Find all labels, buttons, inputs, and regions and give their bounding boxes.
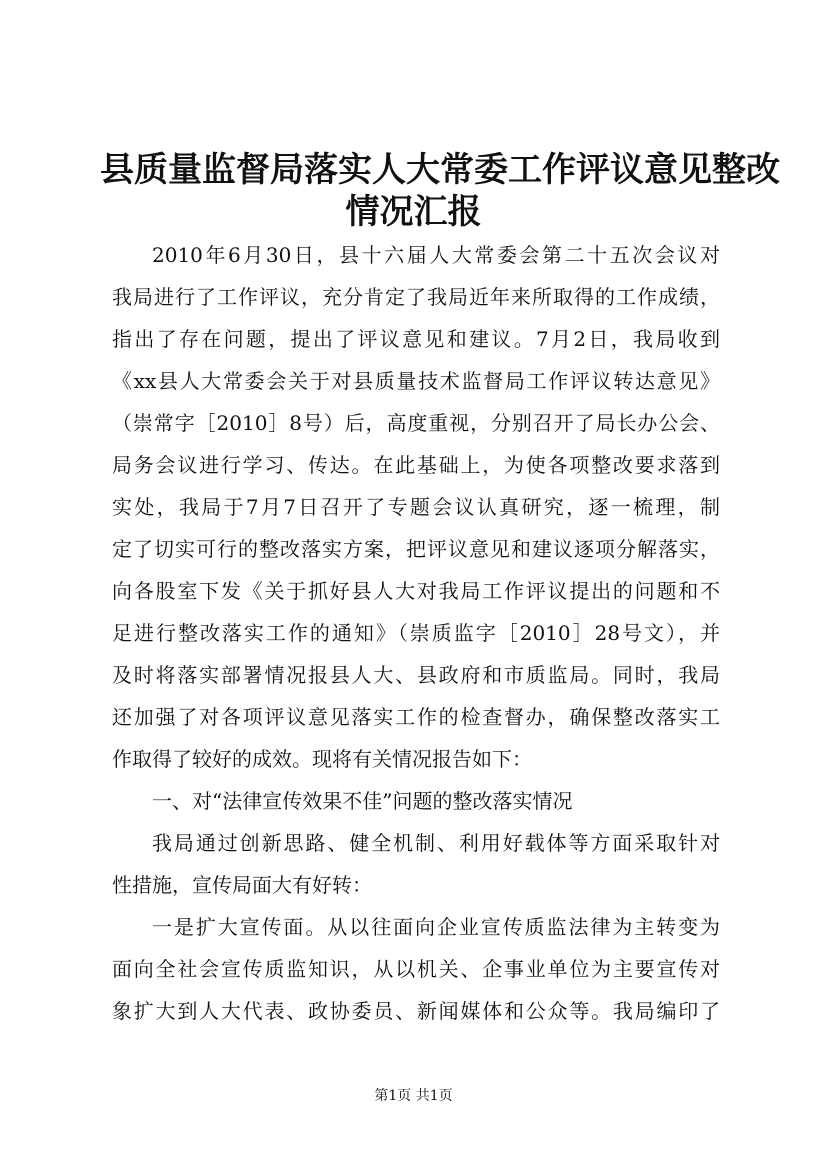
body-line: 我局通过创新思路、健全机制、利用好载体等方面采取针对 xyxy=(152,831,720,855)
body-line: 及时将落实部署情况报县人大、县政府和市质监局。同时，我局 xyxy=(112,663,720,687)
body-line: 面向全社会宣传质监知识，从以机关、企事业单位为主要宣传对 xyxy=(112,957,720,981)
section-heading: 一、对“法律宣传效果不佳”问题的整改落实情况 xyxy=(152,789,573,813)
body-line: 2010年6月30日，县十六届人大常委会第二十五次会议对 xyxy=(152,243,720,267)
body-line: 我局进行了工作评议，充分肯定了我局近年来所取得的工作成绩， xyxy=(112,285,720,309)
page-footer: 第1页 共1页 xyxy=(374,1088,453,1104)
body-line: 实处，我局于7月7日召开了专题会议认真研究，逐一梳理，制 xyxy=(112,495,720,519)
body-line: 《xx县人大常委会关于对县质量技术监督局工作评议转达意见》 xyxy=(112,369,720,393)
body-line: 还加强了对各项评议意见落实工作的检查督办，确保整改落实工 xyxy=(112,705,720,729)
body-line: 足进行整改落实工作的通知》（崇质监字［2010］28号文），并 xyxy=(112,621,720,645)
body-line: 象扩大到人大代表、政协委员、新闻媒体和公众等。我局编印了 xyxy=(112,999,720,1023)
body-line: 向各股室下发《关于抓好县人大对我局工作评议提出的问题和不 xyxy=(112,579,720,603)
body-line: 作取得了较好的成效。现将有关情况报告如下： xyxy=(112,747,532,771)
document-title-line-2: 情况汇报 xyxy=(345,192,482,232)
body-line: （崇常字［2010］8号）后，高度重视，分别召开了局长办公会、 xyxy=(112,411,720,435)
body-line: 性措施，宣传局面大有好转： xyxy=(112,873,372,897)
body-line: 指出了存在问题，提出了评议意见和建议。7月2日，我局收到 xyxy=(112,327,720,351)
document-title-line-1: 县质量监督局落实人大常委工作评议意见整改 xyxy=(100,150,780,190)
body-line: 局务会议进行学习、传达。在此基础上，为使各项整改要求落到 xyxy=(112,453,720,477)
body-line: 定了切实可行的整改落实方案，把评议意见和建议逐项分解落实， xyxy=(112,537,720,561)
body-line: 一是扩大宣传面。从以往面向企业宣传质监法律为主转变为 xyxy=(152,915,720,939)
